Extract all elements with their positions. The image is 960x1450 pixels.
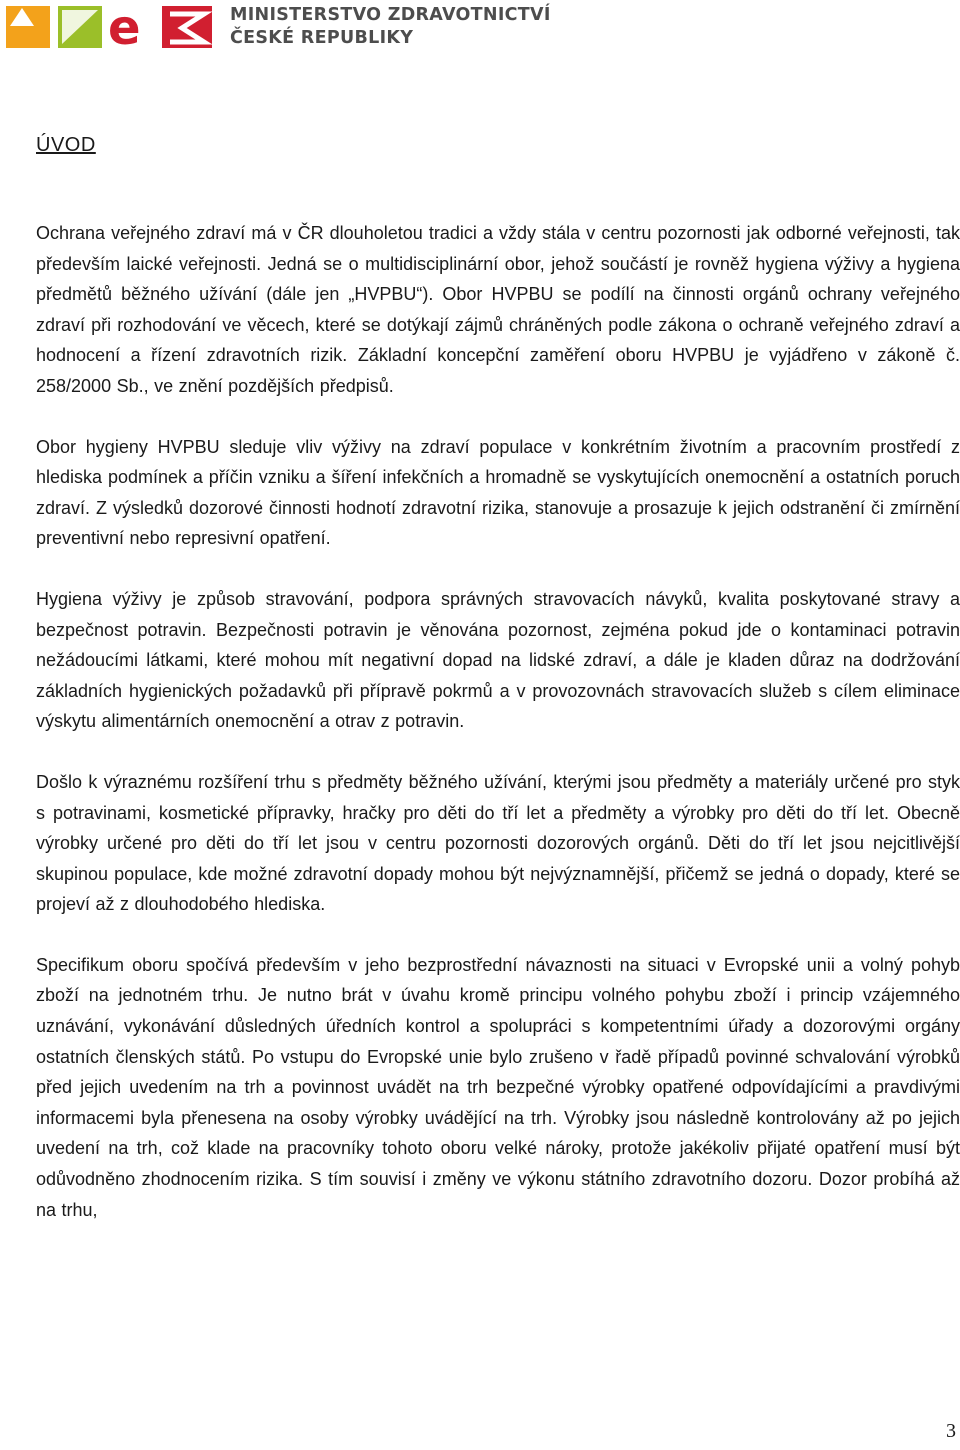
page-number: 3	[946, 1420, 956, 1442]
page-header	[6, 0, 606, 60]
ministry-name-line2: ČESKÉ REPUBLIKY	[230, 28, 414, 48]
document-body	[36, 218, 960, 1255]
ministry-logo	[6, 0, 221, 52]
logo-e-letter: e	[108, 0, 141, 52]
ministry-name	[230, 4, 551, 50]
paragraph: Došlo k výraznému rozšíření trhu s předměty běžného užívání, kterými jsou předměty a materiály určené pro styk s potravinami, kosmetické přípravky, hračky pro děti do tří let a předměty a výrobky pro děti do tří let. Obecně výrobky určené pro děti do tří let jsou v centru pozornosti dozorových orgánů. Děti do tří let jsou nejcitlivější skupinou populace, kde možné zdravotní dopady mohou být nejvýznamnější, přičemž se jedná o dopady, které se projeví až z dlouhodobého hlediska.	[36, 771, 960, 915]
section-title: ÚVOD	[36, 134, 96, 156]
ministry-name-line1: MINISTERSTVO ZDRAVOTNICTVÍ	[230, 5, 551, 25]
paragraph: Specifikum oboru spočívá především v jeho bezprostřední návaznosti na situaci v Evropské unii a volný pohyb zboží na jednotném trhu. Je nutno brát v úvahu kromě principu volného pohybu zboží i princip vzájemného uznávání, vykonávání důsledných úředních kontrol a spolupráci s kompetentními úřady a dozorovými orgány ostatních členských států. Po vstupu do Evropské unie bylo zrušeno v řadě případů povinné schvalování výrobků před jejich uvedením na trh a povinnost uvádět na trh bezpečné výrobky opatřené odpovídajícími a pravdivými informacemi byla přenesena na osoby výrobky uvádějící na trh. Výrobky jsou následně kontrolovány až po jejich uvedení na trh, což klade na pracovníky tohoto oboru velké nároky, protože jakékoliv přijaté opatření musí být odůvodněno zhodnocením rizika. S tím souvisí i změny ve výkonu státního zdravotního dozoru. Dozor probíhá až na trhu,	[36, 954, 960, 1220]
logo-orange-block	[6, 6, 50, 48]
paragraph: Ochrana veřejného zdraví má v ČR dlouholetou tradici a vždy stála v centru pozornosti jak odborné veřejnosti, tak především laické veřejnosti. Jedná se o multidisciplinární obor, jehož součástí je rovněž hygiena výživy a hygiena předmětů běžného užívání (dále jen „HVPBU“). Obor HVPBU se podílí na činnosti orgánů ochrany veřejného zdraví při rozhodování ve věcech, které se dotýkají zájmů chráněných podle zákona o ochraně veřejného zdraví a hodnocení a řízení zdravotních rizik. Základní koncepční zaměření oboru HVPBU je vyjádřeno v zákoně č. 258/2000 Sb., ve znění pozdějších předpisů.	[36, 223, 960, 396]
paragraph: Obor hygieny HVPBU sleduje vliv výživy na zdraví populace v konkrétním životním a pracovním prostředí z hlediska podmínek a příčin vzniku a šíření infekčních a hromadně se vyskytujících onemocnění a ostatních poruch zdraví. Z výsledků dozorové činnosti hodnotí zdravotní rizika, stanovuje a prosazuje k jejich odstranění či zmírnění preventivní nebo represivní opatření.	[36, 436, 960, 549]
paragraph: Hygiena výživy je způsob stravování, podpora správných stravovacích návyků, kvalita poskytované stravy a bezpečnost potravin. Bezpečnosti potravin je věnována pozornost, zejména pokud jde o kontaminaci potravin nežádoucími látkami, které mohou mít negativní dopad na lidské zdraví, a dále je kladen důraz na dodržování základních hygienických požadavků při přípravě pokrmů a v provozovnách stravovacích služeb s cílem eliminace výskytu alimentárních onemocnění a otrav z potravin.	[36, 588, 960, 732]
